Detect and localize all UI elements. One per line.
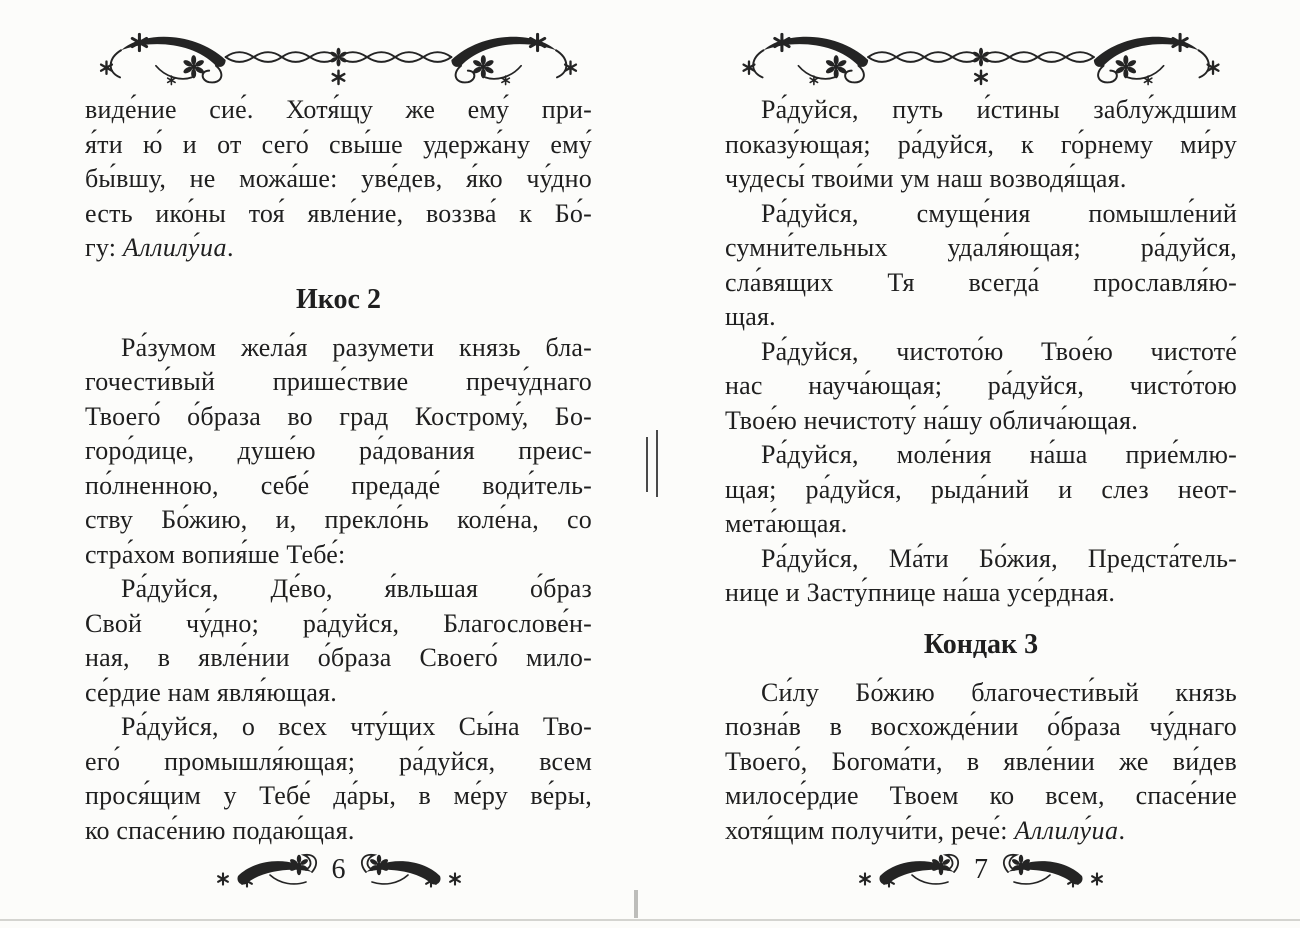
text-line: щая; ра́дуйся, рыда́ний и слез неот- — [725, 474, 1237, 504]
text-line: ству Бо́жию, и, прекло́нь коле́на, со — [85, 505, 592, 534]
text-line: сумни́тельных удаля́ющая; ра́дуйся, — [725, 233, 1237, 262]
text-line: Твоего́ о́браза во град Кострому́, Бо- — [85, 401, 592, 431]
text-line: его́ промышля́ющая; ра́дуйся, всем — [85, 746, 592, 776]
scan-bottom-edge — [0, 919, 1300, 921]
text-line: бы́вшу, не можа́ше: уве́дев, я́ко чу́дно — [85, 164, 592, 193]
text-line: Ра́дуйся, о всех чту́щих Сы́на Тво- — [121, 712, 592, 741]
page-footer — [725, 848, 1237, 892]
footer-flourish-right-icon — [1002, 848, 1106, 892]
text-line: нице и Засту́пнице на́ша усе́рдная. — [725, 578, 1116, 607]
text-line: я́ти ю́ и от сего́ свы́ше удержа́ну ему́ — [85, 129, 592, 159]
paragraph — [725, 93, 1237, 197]
footer-flourish-right-icon — [360, 848, 464, 892]
text-line: чудесы́ твои́ми ум наш возводя́щая. — [725, 164, 1127, 193]
text-line: ная, в явле́нии о́браза Своего́ мило- — [85, 643, 592, 672]
text-line: стра́хом вопия́ше Тебе́: — [85, 539, 346, 569]
text-line: Ра́дуйся, моле́ния на́ша прие́млю- — [761, 440, 1237, 469]
text-line: есть ико́ны тоя́ явле́ние, воззва́ к Бо́- — [85, 198, 592, 228]
text-line: показу́ющая; ра́дуйся, к го́рнему ми́ру — [725, 129, 1237, 159]
gutter-shadow-line — [656, 430, 658, 497]
text-line: ко спасе́нию подаю́щая. — [85, 815, 355, 845]
paragraph — [85, 572, 592, 710]
gutter-smudge — [634, 890, 638, 918]
book-page-left — [85, 0, 592, 928]
text-line: Ра́дуйся, Ма́ти Бо́жия, Предста́тель- — [761, 543, 1237, 573]
text-line: позна́в в восхожде́нии о́браза чу́днаго — [725, 712, 1237, 741]
text-line: Твое́ю нечистоту́ на́шу облича́ющая. — [725, 405, 1138, 435]
page-number: 7 — [974, 854, 988, 885]
text-line: Ра́дуйся, путь и́стины заблу́ждшим — [761, 95, 1237, 124]
paragraph — [85, 331, 592, 573]
text-line: Ра́дуйся, смуще́ния помышле́ний — [761, 198, 1237, 228]
paragraph — [725, 542, 1237, 611]
text-line: горо́дице, душе́ю ра́дования преис- — [85, 436, 592, 465]
page-body — [85, 93, 592, 848]
text-line: гу: Аллилу́иа. — [85, 233, 234, 262]
section-heading: Икос 2 — [296, 283, 381, 315]
gutter-shadow-line — [646, 437, 648, 492]
text-line: гочести́вый прише́ствие пречу́днаго — [85, 367, 592, 396]
text-line: Ра́дуйся, Де́во, я́вльшая о́браз — [121, 574, 592, 603]
page-footer — [85, 848, 592, 892]
text-line: прося́щим у Тебе́ да́ры, в ме́ру ве́ры, — [85, 781, 592, 810]
footer-flourish-left-icon — [214, 848, 318, 892]
header-ornament — [725, 27, 1237, 89]
footer-flourish-left-icon — [856, 848, 960, 892]
text-line: Свой чу́дно; ра́дуйся, Благослове́н- — [85, 608, 592, 638]
paragraph — [725, 438, 1237, 542]
text-line: сла́вящих Тя всегда́ прославля́ю- — [725, 267, 1237, 297]
book-page-right — [725, 0, 1237, 928]
paragraph — [725, 335, 1237, 439]
page-number: 6 — [331, 854, 346, 885]
header-ornament — [85, 27, 592, 89]
text-line: Ра́дуйся, чистото́ю Твое́ю чистоте́ — [761, 336, 1237, 366]
text-line: хотя́щим получи́ти, рече́: Аллилу́иа. — [725, 815, 1126, 845]
text-line: мета́ющая. — [725, 509, 848, 538]
paragraph — [85, 710, 592, 848]
paragraph — [85, 93, 592, 266]
text-line: по́лненною, себе́ предаде́ води́тель- — [85, 470, 592, 500]
text-line: щая. — [725, 302, 776, 331]
text-line: Ра́зумом жела́я разумети князь бла- — [121, 332, 592, 362]
text-line: Твоего́, Богома́ти, в явле́нии же ви́дев — [725, 746, 1237, 776]
text-line: се́рдие нам явля́ющая. — [85, 677, 337, 707]
page-body — [725, 93, 1237, 848]
text-line: виде́ние сие́. Хотя́щу же ему́ при- — [85, 95, 592, 124]
paragraph — [725, 676, 1237, 849]
paragraph — [725, 197, 1237, 335]
text-line: милосе́рдие Твоем ко всем, спасе́ние — [725, 781, 1237, 810]
section-heading: Кондак 3 — [923, 628, 1039, 660]
text-line: нас науча́ющая; ра́дуйся, чисто́тою — [725, 371, 1237, 400]
text-line: Си́лу Бо́жию благочести́вый князь — [761, 677, 1237, 707]
